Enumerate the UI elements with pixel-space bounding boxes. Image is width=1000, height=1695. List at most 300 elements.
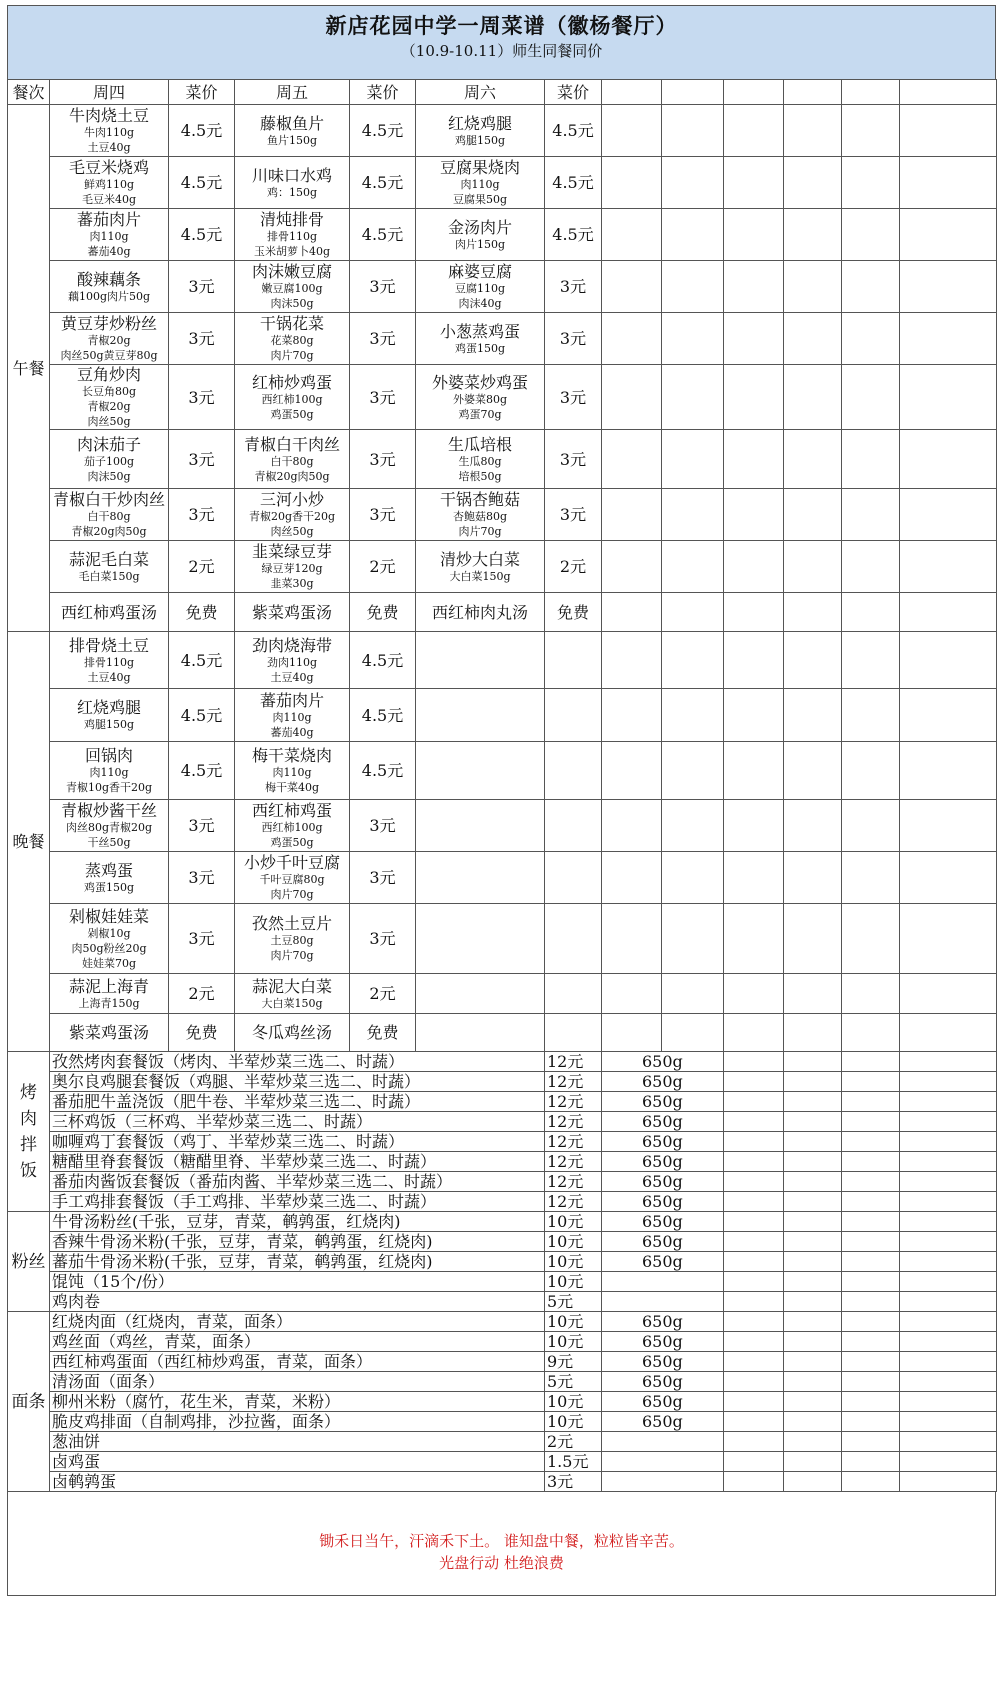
menu-item-row — [8, 1192, 997, 1212]
menu-item-row — [8, 1092, 997, 1112]
item-price: 12元 — [545, 1052, 602, 1072]
empty-cell — [416, 904, 545, 974]
item-name: 糖醋里脊套餐饭（糖醋里脊、半荤炒菜三选二、时蔬） — [50, 1152, 545, 1172]
dish-thursday — [50, 105, 169, 157]
empty-cell — [784, 1292, 842, 1312]
item-weight: 650g — [602, 1392, 724, 1412]
dish-price: 3元 — [350, 430, 416, 489]
empty-cell — [900, 1452, 997, 1472]
empty-cell — [545, 689, 602, 742]
empty-cell — [784, 1014, 842, 1052]
menu-sheet — [7, 5, 996, 1596]
dish-price: 3元 — [350, 800, 416, 852]
item-price: 12元 — [545, 1112, 602, 1132]
dish-thursday — [50, 800, 169, 852]
dish-ingredient: 肉丝50g黄豆芽80g — [60, 349, 158, 362]
empty-cell — [900, 742, 997, 800]
item-name: 柳州米粉（腐竹，花生米，青菜，米粉） — [50, 1392, 545, 1412]
empty-cell — [602, 742, 662, 800]
dish-ingredient: 剁椒10g — [87, 926, 131, 940]
dish-price: 4.5元 — [169, 105, 235, 157]
dish-name: 剁椒娃娃菜 — [68, 906, 149, 926]
dish-name: 生瓜培根 — [447, 434, 512, 454]
menu-item-row — [8, 1172, 997, 1192]
empty-cell — [900, 1332, 997, 1352]
dish-ingredient: 青椒10g香干20g — [65, 781, 153, 794]
empty-cell — [784, 541, 842, 593]
menu-item-row — [8, 1152, 997, 1172]
section-label-char: 烤 — [20, 1082, 37, 1103]
empty-cell — [784, 157, 842, 209]
dish-ingredient: 培根50g — [458, 469, 502, 483]
dish-ingredient: 长豆角80g — [81, 385, 137, 398]
lunch-row — [8, 157, 997, 209]
dish-name: 红烧鸡腿 — [447, 113, 512, 133]
dish-ingredient: 肉50g粉丝20g — [71, 941, 147, 955]
dish-ingredient: 上海青150g — [78, 996, 140, 1010]
dish-price: 4.5元 — [169, 632, 235, 689]
dish-friday — [235, 105, 350, 157]
dinner-row — [8, 1014, 997, 1052]
empty-cell — [900, 1292, 997, 1312]
dish-price: 4.5元 — [350, 689, 416, 742]
dish-ingredient: 鸡蛋150g — [83, 880, 135, 894]
dish-name: 小炒千叶豆腐 — [243, 853, 340, 872]
empty-cell — [545, 632, 602, 689]
dinner-row — [8, 904, 997, 974]
dish-friday — [235, 632, 350, 689]
menu-item-row — [8, 1332, 997, 1352]
dish-ingredient: 蕃茄40g — [87, 245, 131, 258]
item-name: 西红柿鸡蛋面（西红柿炒鸡蛋，青菜，面条） — [50, 1352, 545, 1372]
dish-ingredient: 外婆菜80g — [452, 392, 508, 406]
item-weight: 650g — [602, 1112, 724, 1132]
dish-ingredient: 千叶豆腐80g — [259, 873, 325, 886]
dish-ingredient: 肉片150g — [454, 237, 506, 251]
empty-cell — [724, 1132, 784, 1152]
dish-price: 3元 — [169, 852, 235, 904]
item-price: 5元 — [545, 1372, 602, 1392]
empty-cell — [900, 800, 997, 852]
empty-cell — [784, 1132, 842, 1152]
dish-name: 西红柿肉丸汤 — [431, 602, 528, 622]
empty-cell — [724, 1312, 784, 1332]
empty-cell — [662, 105, 724, 157]
empty-cell — [784, 1392, 842, 1412]
item-price: 10元 — [545, 1332, 602, 1352]
dish-friday — [235, 593, 350, 632]
dish-ingredient: 肉沫50g — [87, 469, 131, 483]
dish-price: 3元 — [545, 430, 602, 489]
empty-cell — [900, 1352, 997, 1372]
empty-cell — [900, 541, 997, 593]
empty-cell — [900, 1272, 997, 1292]
empty-cell — [784, 1212, 842, 1232]
dish-ingredient: 青椒20g肉50g — [71, 525, 147, 538]
dish-thursday — [50, 593, 169, 632]
empty-cell — [602, 209, 662, 261]
dish-price: 4.5元 — [545, 105, 602, 157]
item-name: 红烧肉面（红烧肉，青菜，面条） — [50, 1312, 545, 1332]
item-name: 香辣牛骨汤米粉(千张，豆芽，青菜，鹌鹑蛋，红烧肉) — [50, 1232, 545, 1252]
dish-ingredient: 韭菜30g — [270, 577, 314, 590]
empty-cell — [842, 1312, 900, 1332]
empty-cell — [784, 742, 842, 800]
item-price: 2元 — [545, 1432, 602, 1452]
empty-cell — [900, 365, 997, 430]
empty-cell — [900, 1014, 997, 1052]
empty-cell — [545, 974, 602, 1014]
empty-cell — [900, 1472, 997, 1492]
section-label-char: 饭 — [20, 1160, 37, 1181]
dish-ingredient: 肉110g — [89, 230, 129, 243]
empty-cell — [602, 904, 662, 974]
menu-item-row — [8, 1452, 997, 1472]
empty-cell — [662, 800, 724, 852]
empty-cell — [602, 430, 662, 489]
dish-ingredient: 大白菜150g — [449, 569, 511, 583]
dish-friday — [235, 209, 350, 261]
empty-cell — [900, 1092, 997, 1112]
dish-ingredient: 青椒20g香干20g — [248, 510, 336, 523]
dish-price: 4.5元 — [169, 742, 235, 800]
item-price: 9元 — [545, 1352, 602, 1372]
empty-cell — [842, 974, 900, 1014]
empty-cell — [602, 541, 662, 593]
empty-cell — [724, 1332, 784, 1352]
lunch-row — [8, 313, 997, 365]
empty-cell — [602, 313, 662, 365]
empty-cell — [842, 541, 900, 593]
empty-cell — [900, 261, 997, 313]
empty-cell — [784, 1092, 842, 1112]
dish-name: 韭菜绿豆芽 — [251, 542, 332, 561]
empty-cell — [724, 489, 784, 541]
dish-ingredient: 排骨110g — [266, 230, 318, 243]
dish-name: 孜然土豆片 — [251, 914, 332, 933]
empty-cell — [724, 1372, 784, 1392]
dish-thursday — [50, 430, 169, 489]
empty-cell — [842, 742, 900, 800]
section-label-char: 拌 — [20, 1134, 37, 1155]
menu-item-row — [8, 1412, 997, 1432]
empty-cell — [545, 800, 602, 852]
item-name: 番茄肉酱饭套餐饭（番茄肉酱、半荤炒菜三选二、时蔬） — [50, 1172, 545, 1192]
dish-thursday — [50, 541, 169, 593]
empty-cell — [842, 313, 900, 365]
dish-thursday — [50, 904, 169, 974]
dish-name: 牛肉烧土豆 — [68, 106, 149, 125]
empty-cell — [724, 365, 784, 430]
dish-name: 三河小炒 — [259, 490, 324, 509]
dish-ingredient: 白干80g — [270, 454, 314, 468]
empty-cell — [724, 1452, 784, 1472]
empty-cell — [842, 1112, 900, 1132]
empty-cell — [784, 1372, 842, 1392]
empty-cell — [900, 689, 997, 742]
dish-ingredient: 鸡腿150g — [83, 718, 135, 731]
item-price: 12元 — [545, 1132, 602, 1152]
dish-price: 4.5元 — [545, 209, 602, 261]
dish-ingredient: 蕃茄40g — [270, 725, 314, 739]
empty-cell — [900, 1132, 997, 1152]
empty-cell — [416, 852, 545, 904]
item-weight: 650g — [602, 1172, 724, 1192]
dish-name: 肉沫茄子 — [76, 434, 141, 454]
dish-ingredient: 鸡：150g — [266, 185, 318, 199]
empty-cell — [900, 157, 997, 209]
item-weight: 650g — [602, 1192, 724, 1212]
empty-cell — [900, 1312, 997, 1332]
column-header: 餐次 — [8, 80, 50, 105]
item-weight: 650g — [602, 1212, 724, 1232]
dish-friday — [235, 261, 350, 313]
empty-cell — [842, 1452, 900, 1472]
dish-price: 2元 — [169, 974, 235, 1014]
lunch-row — [8, 489, 997, 541]
dish-thursday — [50, 489, 169, 541]
dish-ingredient: 肉沫40g — [458, 297, 502, 310]
empty-cell — [842, 1132, 900, 1152]
dish-name: 小葱蒸鸡蛋 — [439, 321, 520, 341]
empty-cell — [784, 1072, 842, 1092]
empty-cell — [784, 632, 842, 689]
empty-cell — [900, 1392, 997, 1412]
empty-cell — [784, 1472, 842, 1492]
empty-cell — [416, 632, 545, 689]
dish-ingredient: 土豆80g — [270, 934, 314, 947]
dish-ingredient: 豆腐果50g — [452, 193, 508, 206]
item-weight: 650g — [602, 1312, 724, 1332]
dish-friday — [235, 313, 350, 365]
item-price: 1.5元 — [545, 1452, 602, 1472]
empty-cell — [784, 800, 842, 852]
dish-ingredient: 豆腐110g — [454, 282, 506, 295]
dish-friday — [235, 974, 350, 1014]
dish-name: 干锅杏鲍菇 — [439, 490, 520, 509]
lunch-row — [8, 365, 997, 430]
item-name: 手工鸡排套餐饭（手工鸡排、半荤炒菜三选二、时蔬） — [50, 1192, 545, 1212]
empty-cell — [662, 157, 724, 209]
dish-friday — [235, 430, 350, 489]
empty-cell — [784, 209, 842, 261]
dish-price: 4.5元 — [350, 209, 416, 261]
dinner-row — [8, 852, 997, 904]
empty-cell — [545, 852, 602, 904]
empty-cell — [724, 1152, 784, 1172]
empty-cell — [724, 800, 784, 852]
empty-cell — [724, 1412, 784, 1432]
dish-name: 豆腐果烧肉 — [439, 158, 520, 177]
menu-item-row — [8, 1472, 997, 1492]
empty-cell — [784, 1232, 842, 1252]
empty-cell — [784, 689, 842, 742]
dish-name: 麻婆豆腐 — [447, 262, 512, 281]
empty-cell — [784, 489, 842, 541]
dish-friday — [235, 852, 350, 904]
dish-price: 2元 — [350, 974, 416, 1014]
item-name: 清汤面（面条） — [50, 1372, 545, 1392]
dish-name: 黄豆芽炒粉丝 — [60, 314, 157, 333]
dish-ingredient: 劲肉110g — [266, 655, 318, 669]
dinner-row — [8, 742, 997, 800]
dish-ingredient: 茄子100g — [83, 454, 135, 468]
empty-cell — [724, 1472, 784, 1492]
dish-name: 回锅肉 — [84, 746, 133, 765]
empty-cell — [900, 1432, 997, 1452]
dish-price: 4.5元 — [545, 157, 602, 209]
dish-ingredient: 肉丝80g青椒20g — [65, 821, 153, 834]
dish-ingredient: 鸡蛋70g — [458, 407, 502, 421]
empty-cell — [724, 1192, 784, 1212]
empty-cell — [724, 1014, 784, 1052]
dish-price: 4.5元 — [169, 209, 235, 261]
item-price: 12元 — [545, 1092, 602, 1112]
empty-cell — [900, 1372, 997, 1392]
empty-cell — [784, 1052, 842, 1072]
item-price: 12元 — [545, 1172, 602, 1192]
dish-ingredient: 杏鲍菇80g — [452, 510, 508, 523]
dish-name: 酸辣藕条 — [76, 269, 141, 289]
header-row — [8, 80, 997, 105]
dish-thursday — [50, 261, 169, 313]
item-weight: 650g — [602, 1052, 724, 1072]
empty-cell — [842, 1392, 900, 1412]
menu-item-row — [8, 1252, 997, 1272]
dish-name: 金汤肉片 — [447, 217, 512, 237]
dish-ingredient: 娃娃菜70g — [81, 956, 137, 970]
dish-thursday — [50, 157, 169, 209]
dish-ingredient: 青椒20g — [87, 334, 131, 347]
dish-ingredient: 毛豆米40g — [81, 193, 137, 206]
dish-name: 蒜泥上海青 — [68, 976, 149, 996]
dish-saturday — [416, 365, 545, 430]
page-title: 新店花园中学一周菜谱（徽杨餐厅） — [325, 13, 678, 38]
empty-cell — [842, 157, 900, 209]
dish-thursday — [50, 689, 169, 742]
empty-cell — [842, 1172, 900, 1192]
dish-price: 2元 — [350, 541, 416, 593]
menu-item-row — [8, 1292, 997, 1312]
section-label-noodles_fen: 粉丝 — [8, 1212, 50, 1312]
empty-cell — [842, 593, 900, 632]
dish-thursday — [50, 742, 169, 800]
dish-name: 紫菜鸡蛋汤 — [251, 602, 332, 622]
item-name: 奥尔良鸡腿套餐饭（鸡腿、半荤炒菜三选二、时蔬） — [50, 1072, 545, 1092]
dish-price: 3元 — [350, 489, 416, 541]
dish-ingredient: 肉110g — [89, 766, 129, 779]
lunch-row — [8, 430, 997, 489]
empty-cell — [784, 1112, 842, 1132]
dish-name: 排骨烧土豆 — [68, 635, 149, 655]
empty-cell — [842, 1232, 900, 1252]
lunch-row — [8, 261, 997, 313]
dish-name: 劲肉烧海带 — [251, 635, 332, 655]
dish-ingredient: 土豆40g — [87, 670, 131, 684]
lunch-row — [8, 593, 997, 632]
empty-cell — [784, 1412, 842, 1432]
item-price: 12元 — [545, 1152, 602, 1172]
dish-name: 蒜泥大白菜 — [251, 976, 332, 996]
dish-ingredient: 花菜80g — [270, 334, 314, 347]
dish-price: 免费 — [169, 593, 235, 632]
item-weight: 650g — [602, 1352, 724, 1372]
empty-cell — [602, 852, 662, 904]
footer-motto — [7, 1492, 996, 1596]
empty-cell — [900, 313, 997, 365]
menu-item-row — [8, 1272, 997, 1292]
item-weight: 650g — [602, 1072, 724, 1092]
empty-cell — [662, 430, 724, 489]
empty-cell — [784, 1312, 842, 1332]
item-weight: 650g — [602, 1412, 724, 1432]
dish-ingredient: 肉丝50g — [270, 525, 314, 538]
dish-ingredient: 肉丝50g — [87, 415, 131, 428]
dish-ingredient: 西红柿100g — [261, 392, 323, 406]
column-header: 菜价 — [350, 80, 416, 105]
empty-cell — [900, 1172, 997, 1192]
empty-cell — [662, 593, 724, 632]
empty-cell — [900, 430, 997, 489]
empty-cell — [662, 742, 724, 800]
item-price: 12元 — [545, 1192, 602, 1212]
dish-ingredient: 肉110g — [460, 178, 500, 191]
menu-item-row — [8, 1072, 997, 1092]
empty-cell — [602, 974, 662, 1014]
dish-ingredient: 鱼片150g — [266, 133, 318, 147]
empty-cell — [602, 632, 662, 689]
empty-cell — [900, 1212, 997, 1232]
dish-friday — [235, 157, 350, 209]
empty-cell — [724, 430, 784, 489]
dish-price: 3元 — [169, 904, 235, 974]
empty-cell — [724, 541, 784, 593]
empty-cell — [662, 1014, 724, 1052]
dish-ingredient: 生瓜80g — [458, 454, 502, 468]
empty-cell — [724, 593, 784, 632]
empty-cell — [842, 852, 900, 904]
dish-thursday — [50, 209, 169, 261]
item-weight: 650g — [602, 1152, 724, 1172]
dish-ingredient: 肉片70g — [270, 349, 314, 362]
empty-cell — [900, 632, 997, 689]
empty-cell — [900, 209, 997, 261]
empty-cell — [842, 1352, 900, 1372]
empty-cell — [900, 489, 997, 541]
dish-name: 青椒白干炒肉丝 — [52, 490, 165, 509]
dish-ingredient: 土豆40g — [87, 141, 131, 154]
dish-name: 冬瓜鸡丝汤 — [251, 1023, 332, 1042]
empty-cell — [842, 904, 900, 974]
dish-ingredient: 鸡腿150g — [454, 133, 506, 147]
empty-cell — [842, 1272, 900, 1292]
empty-cell — [662, 974, 724, 1014]
empty-cell — [545, 904, 602, 974]
empty-cell — [602, 593, 662, 632]
empty-cell — [784, 593, 842, 632]
empty-cell — [842, 632, 900, 689]
dish-price: 3元 — [545, 365, 602, 430]
dish-saturday — [416, 209, 545, 261]
dish-price: 4.5元 — [350, 105, 416, 157]
dish-price: 4.5元 — [169, 689, 235, 742]
item-weight — [602, 1272, 724, 1292]
dish-ingredient: 肉110g — [272, 710, 312, 724]
empty-cell — [900, 1052, 997, 1072]
menu-item-row — [8, 1392, 997, 1412]
empty-cell — [662, 904, 724, 974]
empty-cell — [724, 1112, 784, 1132]
